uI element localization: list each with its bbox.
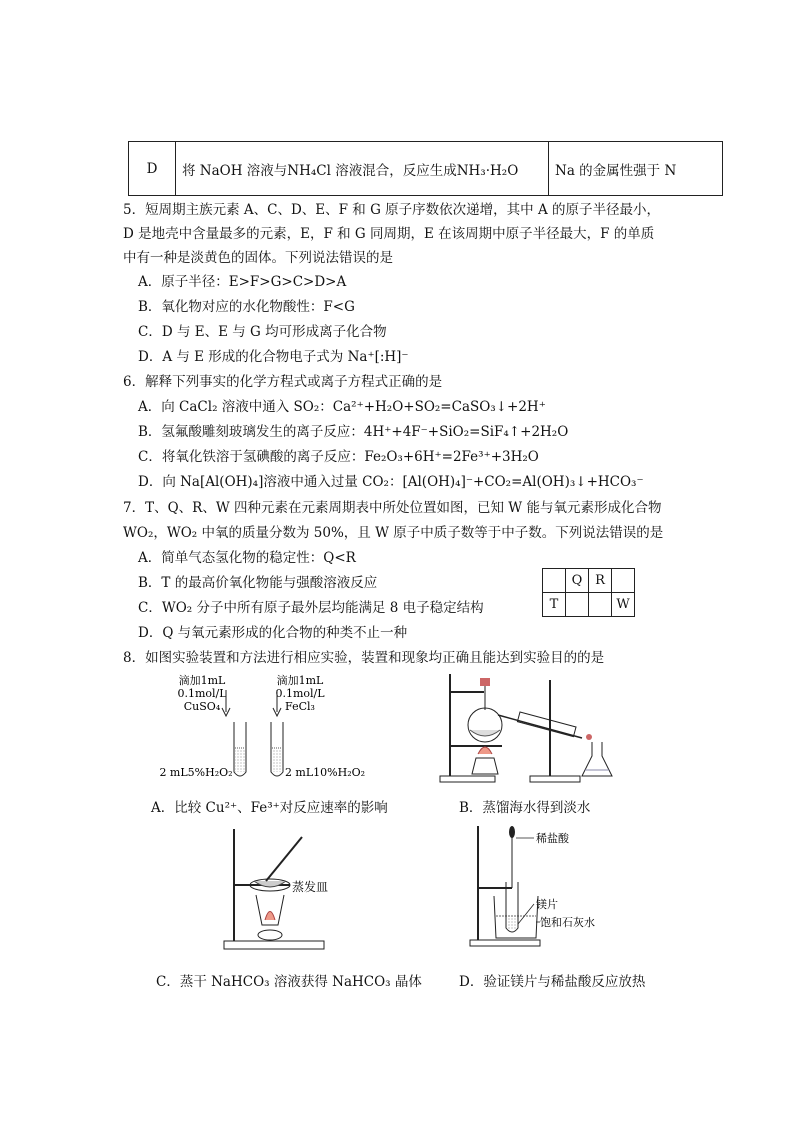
q5-option-b: B．氧化物对应的水化物酸性：F<G bbox=[138, 299, 355, 315]
q7-option-c: C．WO₂ 分子中所有原子最外层均能满足 8 电子稳定结构 bbox=[138, 600, 484, 616]
pt-cell bbox=[612, 569, 635, 593]
q6-option-a: A．向 CaCl₂ 溶液中通入 SO₂：Ca²⁺+H₂O+SO₂=CaSO₃↓+2H⁺ bbox=[138, 399, 546, 415]
q8-caption-a: A．比较 Cu²⁺、Fe³⁺对反应速率的影响 bbox=[151, 800, 388, 816]
q5-option-d: D．A 与 E 形成的化合物电子式为 Na⁺[:H]⁻ bbox=[138, 349, 409, 365]
q7-stem-line1: 7．T、Q、R、W 四种元素在元素周期表中所处位置如图，已知 W 能与氧元素形成化合物 bbox=[123, 500, 662, 516]
q7-option-a: A．简单气态氢化物的稳定性：Q<R bbox=[138, 550, 356, 566]
fig-a-right-label-3: FeCl₃ bbox=[285, 700, 315, 713]
fig-a-left-bottom: 2 mL5%H₂O₂ bbox=[159, 766, 233, 779]
fig-d-mg-label: 镁片 bbox=[536, 898, 558, 911]
q6-stem: 6．解释下列事实的化学方程式或离子方程式正确的是 bbox=[123, 374, 443, 390]
q5-option-a: A．原子半径：E>F>G>C>D>A bbox=[138, 274, 347, 290]
q7-option-d: D．Q 与氧元素形成的化合物的种类不止一种 bbox=[138, 625, 408, 641]
figure-c-evaporation bbox=[218, 825, 338, 953]
fig-a-left-label-1: 滴加1mL bbox=[178, 674, 226, 687]
q6-option-b: B．氢氟酸雕刻玻璃发生的离子反应：4H⁺+4F⁻+SiO₂=SiF₄↑+2H₂O bbox=[138, 424, 569, 440]
table-cell: 将 NaOH 溶液与NH₄Cl 溶液混合，反应生成NH₃·H₂O bbox=[176, 142, 549, 196]
q5-stem-line2: D 是地壳中含量最多的元素，E，F 和 G 同周期，E 在该周期中原子半径最大，F 的单质 bbox=[123, 226, 655, 242]
pt-cell bbox=[566, 593, 589, 617]
figure-a-test-tubes bbox=[150, 672, 380, 787]
table-cell: Na 的金属性强于 N bbox=[549, 142, 723, 196]
pt-cell-q: Q bbox=[566, 569, 589, 593]
q7-stem-line2: WO₂，WO₂ 中氧的质量分数为 50%，且 W 原子中质子数等于中子数。下列说法错误的是 bbox=[123, 525, 664, 541]
q8-caption-d: D．验证镁片与稀盐酸反应放热 bbox=[459, 974, 646, 990]
q5-stem-line1: 5．短周期主族元素 A、C、D、E、F 和 G 原子序数依次递增，其中 A 的原子半径最小， bbox=[123, 202, 660, 218]
fig-a-left-label-2: 0.1mol/L bbox=[177, 687, 227, 700]
fig-d-lime-label: 饱和石灰水 bbox=[540, 916, 595, 929]
figure-b-distillation bbox=[432, 670, 632, 788]
fig-a-right-bottom: 2 mL10%H₂O₂ bbox=[284, 766, 366, 779]
figure-d-mg-hcl bbox=[466, 822, 606, 950]
fig-d-acid-label: 稀盐酸 bbox=[536, 832, 569, 845]
q8-caption-c: C．蒸干 NaHCO₃ 溶液获得 NaHCO₃ 晶体 bbox=[156, 974, 422, 990]
pt-cell bbox=[589, 593, 612, 617]
table-cell: D bbox=[129, 142, 176, 196]
periodic-table-fragment bbox=[542, 568, 635, 617]
q5-stem-line3: 中有一种是淡黄色的固体。下列说法错误的是 bbox=[123, 250, 393, 266]
q6-option-c: C．将氧化铁溶于氢碘酸的离子反应：Fe₂O₃+6H⁺=2Fe³⁺+3H₂O bbox=[138, 449, 539, 465]
q6-option-d: D．向 Na[Al(OH)₄]溶液中通入过量 CO₂：[Al(OH)₄]⁻+CO₂=Al(OH)₃↓+HCO₃⁻ bbox=[138, 474, 644, 490]
pt-cell bbox=[543, 569, 566, 593]
fig-a-right-label-2: 0.1mol/L bbox=[275, 687, 325, 700]
q5-option-c: C．D 与 E、E 与 G 均可形成离子化合物 bbox=[138, 324, 387, 340]
table-row bbox=[129, 142, 723, 196]
q8-stem: 8．如图实验装置和方法进行相应实验，装置和现象均正确且能达到实验目的的是 bbox=[123, 650, 605, 666]
pt-cell-t: T bbox=[543, 593, 566, 617]
pt-cell-r: R bbox=[589, 569, 612, 593]
fig-c-evaporating-dish-label: 蒸发皿 bbox=[292, 880, 329, 894]
q8-caption-b: B．蒸馏海水得到淡水 bbox=[459, 800, 591, 816]
q7-option-b: B．T 的最高价氧化物能与强酸溶液反应 bbox=[138, 575, 378, 591]
fig-a-left-label-3: CuSO₄ bbox=[183, 700, 221, 713]
pt-cell-w: W bbox=[612, 593, 635, 617]
answer-table bbox=[128, 141, 723, 196]
fig-a-right-label-1: 滴加1mL bbox=[276, 674, 324, 687]
